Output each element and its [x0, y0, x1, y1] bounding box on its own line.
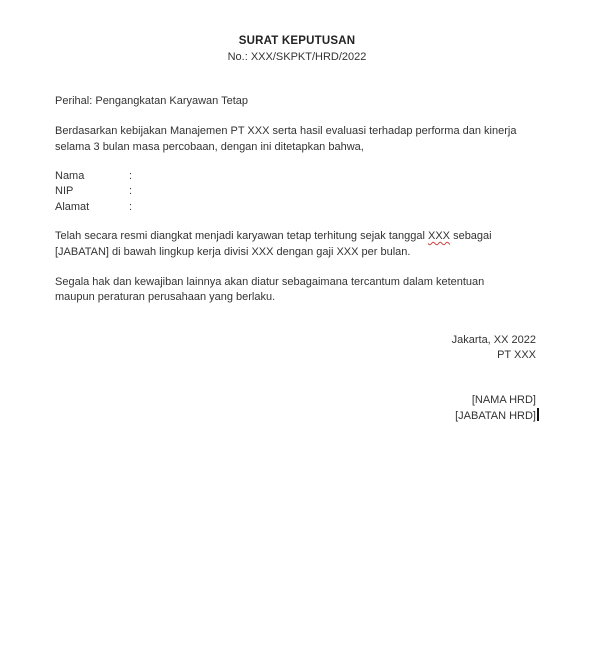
intro-line-2: selama 3 bulan masa percobaan, dengan ini ditetapkan bahwa,: [55, 141, 364, 153]
signature-name: [NAMA HRD]: [471, 394, 536, 406]
signature-position-line: [455, 408, 539, 423]
appointment-line-1: [55, 229, 492, 243]
field-colon: :: [129, 201, 133, 213]
field-label-alamat: Alamat: [55, 201, 90, 213]
appointment-text: Telah secara resmi diangkat menjadi karyawan tetap terhitung sejak tanggal: [55, 230, 428, 242]
field-colon: :: [129, 170, 133, 182]
text-cursor: [537, 408, 539, 421]
field-colon: :: [129, 185, 133, 197]
signature-company: PT XXX: [497, 349, 536, 361]
document-number: No.: XXX/SKPKT/HRD/2022: [227, 51, 367, 63]
document-title: SURAT KEPUTUSAN: [238, 35, 356, 47]
intro-line-1: Berdasarkan kebijakan Manajemen PT XXX serta hasil evaluasi terhadap performa dan kinerja: [55, 125, 517, 137]
signature-position: [JABATAN HRD]: [455, 410, 536, 422]
subject-line: Perihal: Pengangkatan Karyawan Tetap: [55, 95, 249, 107]
appointment-line-2: [JABATAN] di bawah lingkup kerja divisi XXX dengan gaji XXX per bulan.: [55, 246, 411, 258]
field-label-nama: Nama: [55, 170, 85, 182]
field-label-nip: NIP: [55, 185, 74, 197]
signature-place-date: Jakarta, XX 2022: [451, 334, 536, 346]
closing-line-1: Segala hak dan kewajiban lainnya akan diatur sebagaimana tercantum dalam ketentuan: [55, 276, 485, 288]
appointment-text: sebagai: [450, 230, 492, 242]
spellcheck-flagged-word[interactable]: XXX: [428, 230, 451, 242]
closing-line-2: maupun peraturan perusahaan yang berlaku.: [55, 291, 276, 303]
